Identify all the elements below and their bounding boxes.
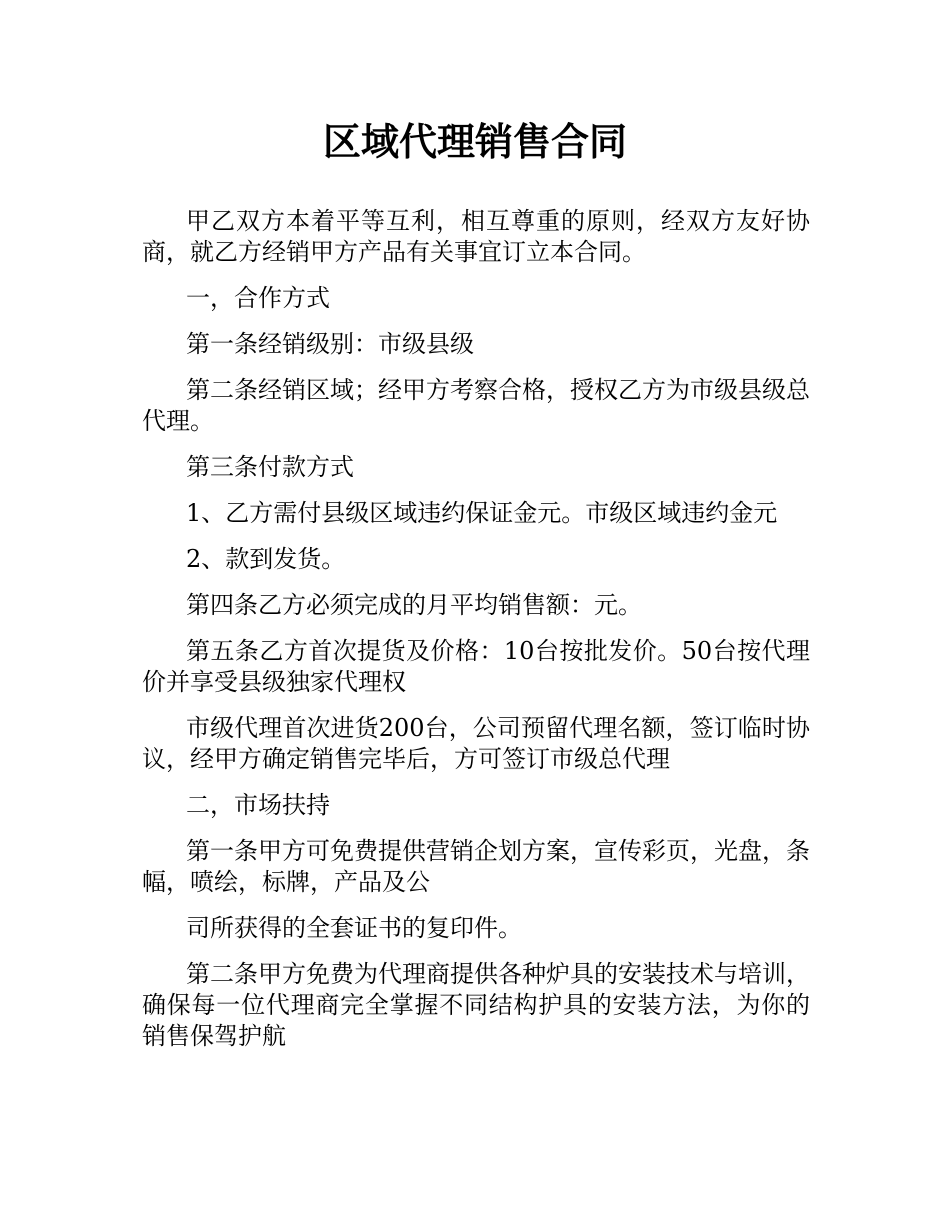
payment-item-1: 1、乙方需付县级区域违约保证金元。市级区域违约金元 [186, 499, 778, 527]
clause-distribution-area: 第二条经销区域；经甲方考察合格，授权乙方为市级县级总代理。 [142, 376, 810, 435]
clause-training: 第二条甲方免费为代理商提供各种炉具的安装技术与培训，确保每一位代理商完全掌握不同结构护具的安装方法，为你的销售保驾护航 [142, 960, 810, 1050]
section-heading-cooperation: 一，合作方式 [186, 284, 330, 312]
paragraph-certificates: 司所获得的全套证书的复印件。 [186, 914, 522, 942]
document-title: 区域代理销售合同 [322, 120, 627, 164]
clause-payment-method: 第三条付款方式 [186, 453, 354, 481]
payment-item-2: 2、款到发货。 [186, 545, 346, 573]
clause-marketing-materials: 第一条甲方可免费提供营销企划方案，宣传彩页，光盘，条幅，喷绘，标牌，产品及公 [142, 837, 810, 896]
paragraph-city-agent: 市级代理首次进货200台，公司预留代理名额，签订临时协议，经甲方确定销售完毕后，方可签订市级总代理 [142, 714, 810, 773]
section-heading-market-support: 二，市场扶持 [186, 791, 330, 819]
clause-monthly-sales: 第四条乙方必须完成的月平均销售额：元。 [186, 591, 642, 619]
clause-first-order: 第五条乙方首次提货及价格：10台按批发价。50台按代理价并享受县级独家代理权 [142, 637, 810, 696]
paragraph-intro: 甲乙双方本着平等互利，相互尊重的原则，经双方友好协商，就乙方经销甲方产品有关事宜订立本合同。 [142, 207, 810, 266]
document-body [142, 206, 810, 1052]
clause-distribution-level: 第一条经销级别：市级县级 [186, 330, 474, 358]
